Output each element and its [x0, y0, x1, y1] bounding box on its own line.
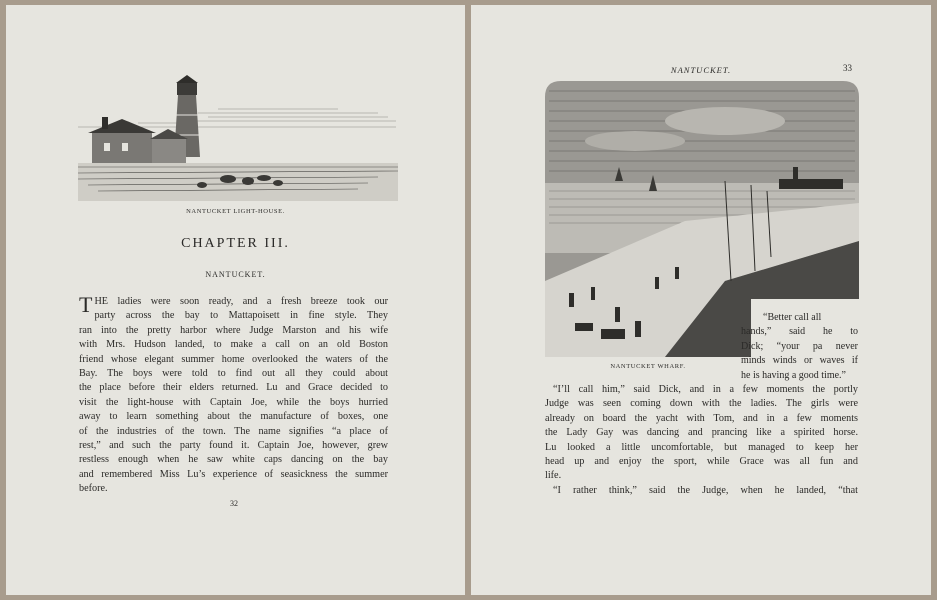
body-text: [79, 292, 388, 497]
page-number: 33: [843, 63, 852, 73]
text-line: with Mrs. Hudson landed, to make a call on an old Boston: [79, 339, 388, 351]
text-line: head up and enjoy the sport, while Grace was all fun and: [545, 456, 858, 468]
text-line: already on board the yacht with Tom, and in a few moments: [545, 412, 858, 424]
text-line: Dick; “your pa never: [741, 340, 858, 352]
page-number: 32: [230, 499, 238, 508]
text-line: “Better call all: [763, 312, 822, 323]
text-line: friend whose elegant summer home overlooked the waters of the: [79, 353, 388, 365]
text-line: Bay. The boys were told to find out all they could about: [79, 368, 388, 380]
text-line: minds winds or waves if: [741, 355, 858, 367]
text-line: he is having a good time.”: [741, 369, 846, 381]
text-line: Judge was seen coming down with the ladies. The girls were: [545, 398, 858, 410]
text-line: of the industries of the town. The name signifies “a place of: [79, 425, 388, 437]
text-line: “I’ll call him,” said Dick, and in a few moments the portly: [553, 384, 858, 395]
text-line: the Lady Gay was dancing and prancing like a spirited horse.: [545, 427, 858, 439]
side-text: [741, 311, 858, 383]
text-line: Lu looked a little uncomfortable, but managed to keep her: [545, 441, 858, 453]
running-head: NANTUCKET.: [670, 65, 732, 75]
text-line: and remembered Miss Lu’s experience of seasickness the summer: [79, 468, 388, 480]
chapter-subtitle: NANTUCKET.: [205, 270, 266, 279]
text-line: “I rather think,” said the Judge, when he landed, “that: [553, 484, 858, 496]
illustration-caption: NANTUCKET LIGHT-HOUSE.: [186, 208, 285, 215]
text-line: the place before their elders returned. Lu and Grace decided to: [79, 382, 388, 394]
left-page: [6, 5, 465, 595]
lighthouse-illustration: [78, 75, 398, 203]
body-text: [545, 383, 858, 498]
text-line: restless enough when he saw white caps dancing on the bay: [79, 454, 388, 466]
right-page: [471, 5, 931, 595]
text-line: hands,” said he to: [741, 326, 858, 338]
text-line: visit the light-house with Captain Joe, while the boys hurried: [79, 396, 388, 408]
text-line: away to learn something about the manufacture of boxes, one: [79, 411, 388, 423]
text-line: party across the bay to Mattapoisett in fine style. They: [94, 310, 388, 322]
text-line: rest,” and such the party found it. Captain Joe, however, grew: [79, 440, 388, 452]
text-line: ran into the pretty harbor where Judge Marston and his wife: [79, 324, 388, 336]
illustration-caption: NANTUCKET WHARF.: [610, 363, 686, 370]
drop-cap: T: [79, 292, 93, 317]
text-line: HE ladies were soon ready, and a fresh breeze took our: [94, 296, 388, 307]
chapter-title: CHAPTER III.: [181, 236, 290, 251]
text-line: before.: [79, 483, 108, 495]
text-line: life.: [545, 470, 562, 482]
